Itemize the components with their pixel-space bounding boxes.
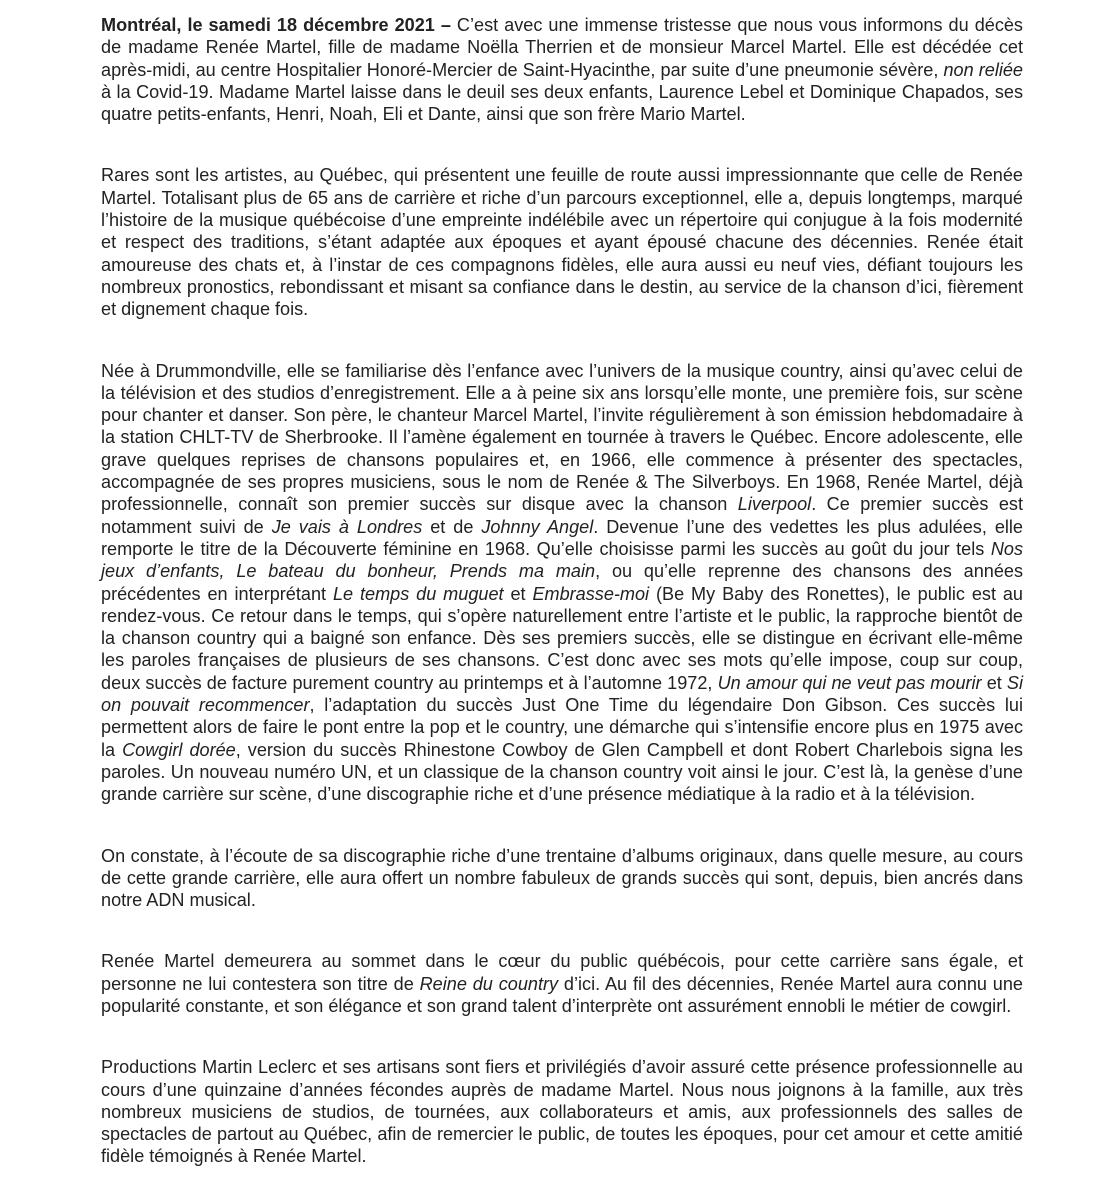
song-titles-list: Nos jeux d’enfants, Le bateau du bonheur, Prends ma main (101, 538, 1023, 582)
paragraph-biography (101, 360, 1023, 806)
paragraph-discography (101, 845, 1023, 912)
italic-run: non reliée (943, 59, 1023, 80)
text-run: à la Covid-19. Madame Martel laisse dans le deuil ses deux enfants, Laurence Lebel et Dominique Chapados, ses quatre petits-enfants, Henri, Noah, Eli et Dante, ainsi que son frère Mario Martel. (101, 81, 1023, 125)
song-title-johnny-angel: Johnny Angel (481, 516, 594, 537)
song-title-le-temps-du-muguet: Le temps du muguet (332, 583, 504, 604)
text-run: On constate, à l’écoute de sa discographie riche d’une trentaine d’albums originaux, dans quelle mesure, au cours de cette grande carrière, elle aura offert un nombre fabuleux de grands succès qui sont, depuis, bien ancrés dans notre ADN musical. (101, 845, 1023, 911)
text-run: et (981, 672, 1007, 693)
text-run: . Ce premier succès est notamment suivi de (101, 494, 1023, 537)
song-title-si-on-pouvait: Si on pouvait recommencer (101, 672, 1024, 716)
title-reine-du-country: Reine du country (419, 973, 559, 994)
press-release-body (101, 14, 1023, 1168)
song-title-un-amour: Un amour qui ne veut pas mourir (717, 672, 982, 693)
text-run: d’ici. Au fil des décennies, Renée Martel aura connu une popularité constante, et son élégance et son grand talent d’interprète ont assurément ennobli le métier de cowgirl. (101, 973, 1023, 1016)
paragraph-acknowledgement (101, 1056, 1023, 1167)
text-run: Renée Martel demeurera au sommet dans le cœur du public québécois, pour cette carrière sans égale, et personne ne lui contestera son titre de (101, 951, 1023, 994)
paragraph-announcement (101, 14, 1023, 125)
text-run: et (503, 583, 533, 604)
text-run: et de (422, 516, 482, 537)
song-title-embrasse-moi: Embrasse-moi (532, 583, 650, 604)
dateline: Montréal, le samedi 18 décembre 2021 – (101, 15, 451, 35)
text-run: , l’adaptation du succès Just One Time du légendaire Don Gibson. Ces succès lui permettent alors de faire le pont entre la pop et le country, une démarche qui s’intensifie encore plus en 1975 avec la (101, 695, 1023, 760)
text-run: , version du succès Rhinestone Cowboy de Glen Campbell et dont Robert Charlebois signa les paroles. Un nouveau numéro UN, et un classique de la chanson country voit ainsi le jour. C’est là, la genèse d’une grande carrière sur scène, d’une discographie riche et d’une présence médiatique à la radio et à la télévision. (101, 739, 1023, 805)
paragraph-legacy (101, 950, 1023, 1017)
text-run: Productions Martin Leclerc et ses artisans sont fiers et privilégiés d’avoir assuré cette présence professionnelle au cours d’une quinzaine d’années fécondes auprès de madame Martel. Nous nous joignons à la famille, aux très nombreux musiciens de studios, de tournées, aux collaborateurs et amis, aux professionnels des salles de spectacles de partout au Québec, afin de remercier le public, de toutes les époques, pour cet amour et cette amitié fidèle témoignés à Renée Martel. (101, 1057, 1023, 1167)
song-title-je-vais-a-londres: Je vais à Londres (271, 516, 423, 537)
text-run: . Devenue l’une des vedettes les plus adulées, elle remporte le titre de la Découverte féminine en 1968. Qu’elle choisisse parmi les succès au goût du jour tels (101, 516, 1023, 559)
text-run: (Be My Baby des Ronettes), le public est au rendez-vous. Ce retour dans le temps, qui s’opère naturellement entre l’artiste et le public, la rapproche bientôt de la chanson country qui a baigné son enfance. Dès ses premiers succès, elle se distingue en écrivant elle-même les paroles françaises de plusieurs de ses chansons. C’est donc avec ses mots qu’elle impose, coup sur coup, deux succès de facture purement country au printemps et à l’automne 1972, (101, 583, 1023, 693)
text-run: Rares sont les artistes, au Québec, qui présentent une feuille de route aussi impressionnante que celle de Renée Martel. Totalisant plus de 65 ans de carrière et riche d’un parcours exceptionnel, elle a, depuis longtemps, marqué l’histoire de la musique québécoise d’une empreinte indélébile avec un répertoire qui conjugue à la fois modernité et respect des traditions, s’étant adaptée aux époques et ayant épousé chacune des décennies. Renée était amoureuse des chats et, à l’instar de ces compagnons fidèles, elle aura aussi eu neuf vies, défiant toujours les nombreux pronostics, rebondissant et misant sa confiance dans le destin, au service de la chanson d’ici, fièrement et dignement chaque fois. (101, 165, 1023, 320)
song-title-cowgirl-doree: Cowgirl dorée (122, 739, 236, 760)
text-run: Née à Drummondville, elle se familiarise dès l’enfance avec l’univers de la musique country, ainsi qu’avec celui de la télévision et des studios d’enregistrement. Elle a à peine six ans lorsqu’elle monte, une première fois, sur scène pour chanter et danser. Son père, le chanteur Marcel Martel, l’invite régulièrement à son émission hebdomadaire à la station CHLT-TV de Sherbrooke. Il l’amène également en tournée à travers le Québec. Encore adolescente, elle grave quelques reprises de chansons populaires et, en 1966, elle commence à présenter des spectacles, accompagnée de ses propres musiciens, sous le nom de Renée & The Silverboys. En 1968, Renée Martel, déjà professionnelle, connaît son premier succès sur disque avec la chanson (101, 360, 1023, 515)
song-title-liverpool: Liverpool (737, 494, 812, 515)
paragraph-career-overview (101, 164, 1023, 320)
text-run: C’est avec une immense tristesse que nous vous informons du décès de madame Renée Martel, fille de madame Noëlla Therrien et de monsieur Marcel Martel. Elle est décédée cet après-midi, au centre Hospitalier Honoré-Mercier de Saint-Hyacinthe, par suite d’une pneumonie sévère, (101, 15, 1023, 80)
text-run: , ou qu’elle reprenne des chansons des années précédentes en interprétant (101, 561, 1024, 604)
